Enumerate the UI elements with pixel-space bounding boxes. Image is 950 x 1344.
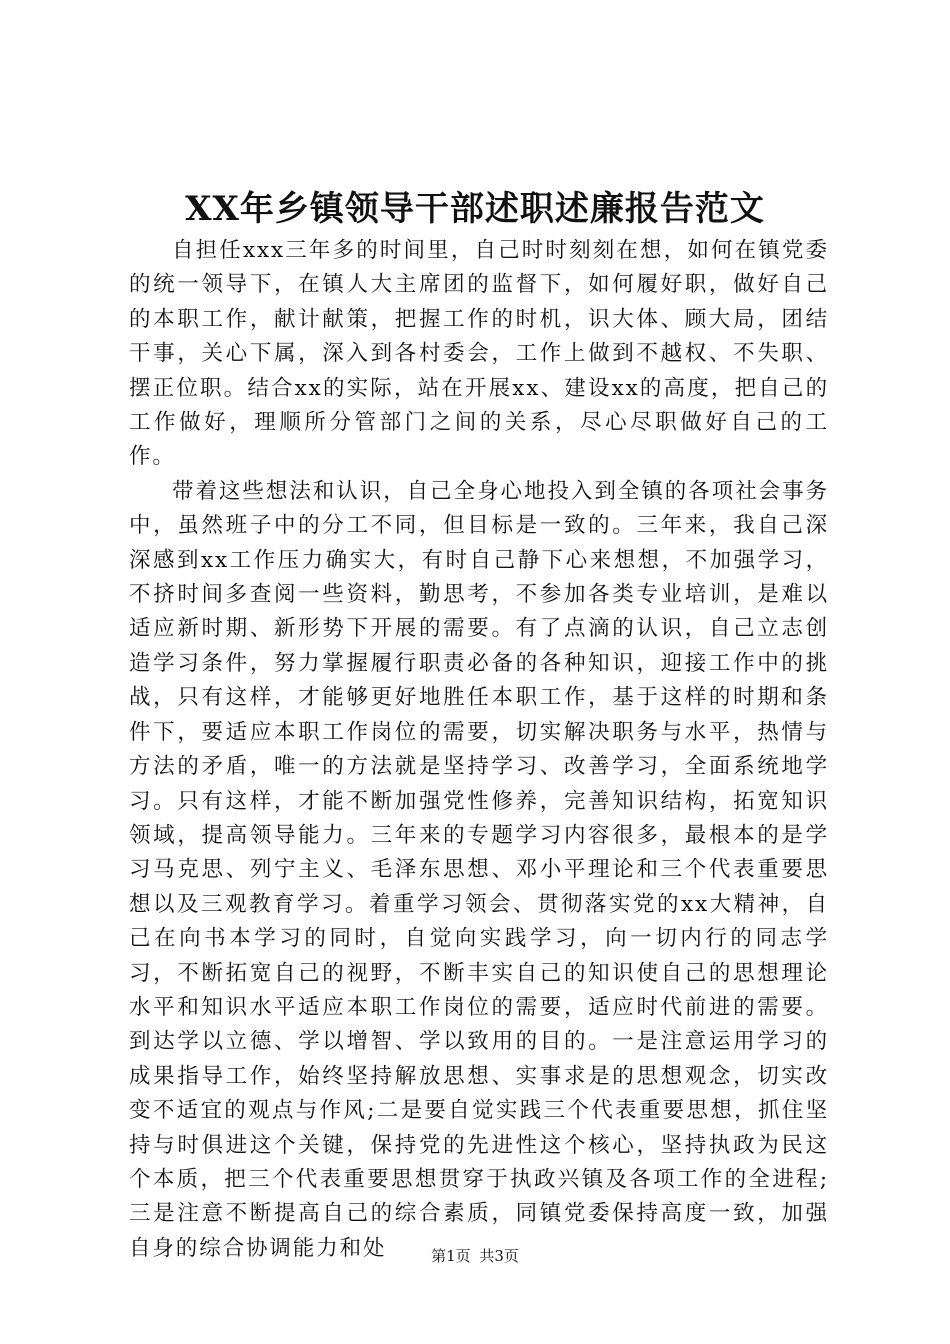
page-total: 共3页 [479,1247,519,1265]
document-body [129,234,829,1266]
page-footer [0,1246,950,1266]
page-number: 第1页 [431,1247,471,1265]
paragraph-1: 自担任xxx三年多的时间里，自己时时刻刻在想，如何在镇党委的统一领导下，在镇人大主席团的监督下，如何履好职，做好自己的本职工作，献计献策，把握工作的时机，识大体、顾大局，团结干事，关心下属，深入到各村委会，工作上做到不越权、不失职、摆正位职。结合xx的实际，站在开展xx、建设xx的高度，把自己的工作做好，理顺所分管部门之间的关系，尽心尽职做好自己的工作。 [129,238,829,470]
paragraph-2: 带着这些想法和认识，自己全身心地投入到全镇的各项社会事务中，虽然班子中的分工不同，但目标是一致的。三年来，我自己深深感到xx工作压力确实大，有时自己静下心来想想，不加强学习，不挤时间多查阅一些资料，勤思考，不参加各类专业培训，是难以适应新时期、新形势下开展的需要。有了点滴的认识，自己立志创造学习条件，努力掌握履行职责必备的各种知识，迎接工作中的挑战，只有这样，才能够更好地胜任本职工作，基于这样的时期和条件下，要适应本职工作岗位的需要，切实解决职务与水平，热情与方法的矛盾，唯一的方法就是坚持学习、改善学习，全面系统地学习。只有这样，才能不断加强党性修养，完善知识结构，拓宽知识领域，提高领导能力。三年来的专题学习内容很多，最根本的是学习马克思、列宁主义、毛泽东思想、邓小平理论和三个代表重要思想以及三观教育学习。着重学习领会、贯彻落实党的xx大精神，自己在向书本学习的同时，自觉向实践学习，向一切内行的同志学习，不断拓宽自己的视野，不断丰实自己的知识使自己的思想理论水平和知识水平适应本职工作岗位的需要，适应时代前进的需要。到达学以立德、学以增智、学以致用的目的。一是注意运用学习的成果指导工作，始终坚持解放思想、实事求是的思想观念，切实改变不适宜的观点与作风;二是要自觉实践三个代表重要思想，抓住坚持与时俱进这个关键，保持党的先进性这个核心，坚持执政为民这个本质，把三个代表重要思想贯穿于执政兴镇及各项工作的全进程;三是注意不断提高自己的综合素质，同镇党委保持高度一致，加强自身的综合协调能力和处 [129,478,829,1261]
document-title: XX年乡镇领导干部述职述廉报告范文 [185,189,765,229]
